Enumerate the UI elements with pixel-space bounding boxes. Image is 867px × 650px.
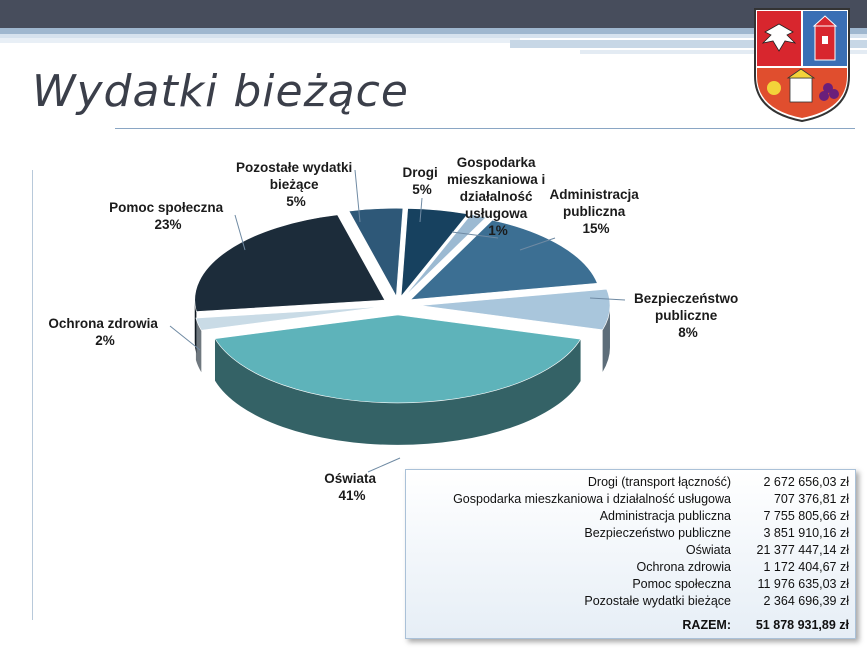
table-row	[406, 526, 855, 542]
label-oswiata: Oświata 41%	[324, 471, 377, 503]
row-amount: 1 172 404,67 zł	[763, 560, 849, 574]
table-row	[406, 543, 855, 559]
table-row	[406, 594, 855, 610]
row-name: Pozostałe wydatki bieżące	[584, 594, 731, 608]
label-pozostale: Pozostałe wydatki bieżące 5%	[235, 160, 353, 209]
label-pomoc-spoleczna: Pomoc społeczna 23%	[109, 200, 224, 232]
row-amount: 7 755 805,66 zł	[763, 509, 849, 523]
total-label: RAZEM:	[682, 618, 731, 632]
table-row	[406, 560, 855, 576]
table-row	[406, 475, 855, 491]
row-name: Ochrona zdrowia	[636, 560, 731, 574]
row-name: Administracja publiczna	[599, 509, 731, 523]
pie-slice	[195, 215, 385, 312]
row-amount: 707 376,81 zł	[773, 492, 849, 506]
row-amount: 11 976 635,03 zł	[757, 577, 849, 591]
row-amount: 2 672 656,03 zł	[763, 475, 849, 489]
leader-line	[368, 458, 400, 472]
label-administracja: Administracja publiczna 15%	[549, 187, 639, 236]
table-row	[406, 577, 855, 593]
row-name: Drogi (transport łączność)	[587, 475, 731, 489]
row-amount: 3 851 910,16 zł	[763, 526, 849, 540]
total-row	[406, 618, 855, 634]
slide-title: Wydatki bieżące	[32, 66, 409, 117]
amounts-table	[405, 469, 856, 639]
row-name: Bezpieczeństwo publiczne	[584, 526, 731, 540]
table-row	[406, 509, 855, 525]
row-name: Gospodarka mieszkaniowa i działalność usługowa	[453, 492, 731, 506]
table-row	[406, 492, 855, 508]
label-drogi: Drogi 5%	[402, 165, 438, 197]
row-name: Pomoc społeczna	[632, 577, 731, 591]
total-amount: 51 878 931,89 zł	[755, 618, 849, 632]
row-amount: 2 364 696,39 zł	[763, 594, 849, 608]
label-gospodarka: Gospodarka mieszkaniowa i działalność usługowa 1%	[446, 155, 546, 238]
row-amount: 21 377 447,14 zł	[756, 543, 849, 557]
label-bezpieczenstwo: Bezpieczeństwo publiczne 8%	[633, 291, 739, 340]
row-name: Oświata	[685, 543, 731, 557]
label-ochrona-zdrowia: Ochrona zdrowia 2%	[48, 316, 158, 348]
